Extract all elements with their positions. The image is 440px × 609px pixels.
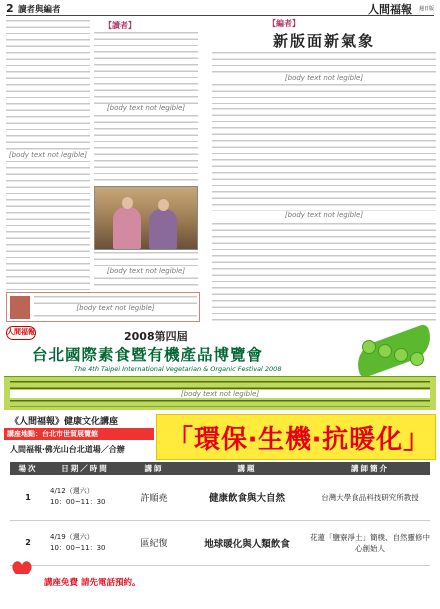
lecture-topic: 地球暖化與人類飲食 [184,520,310,565]
lecture-venue: 講座地點：台北市世貿展覽館 [4,428,154,440]
masthead-tag: 週日版 [418,6,434,12]
ad-info-band [4,376,436,410]
photo-person-head [122,197,133,209]
ad-subtitle: The 4th Taipei International Vegetarian & Organic Festival 2008 [74,365,282,373]
lecture-topic: 健康飲食與大自然 [184,475,310,520]
illegible-text-notice: [body text not legible] [34,304,197,312]
illegible-text-notice: [body text not legible] [6,151,90,159]
session-time: 10：00~11：30 [50,498,106,507]
illegible-text-notice: [body text not legible] [10,390,430,398]
header-speaker: 講師 [124,462,184,475]
slogan-text: 「環保‧生機‧抗暖化」 [167,425,431,455]
book-icon [10,296,30,319]
co-organizer: 人間福報‧佛光山台北道場／合辦 [10,445,125,454]
expo-advertisement [4,326,436,606]
photo-person [113,207,141,249]
lecture-info [4,414,154,460]
session-date: 4/12（週六） [50,487,94,496]
ad-info-text [10,381,430,407]
table-row [10,475,430,520]
illegible-text-notice: [body text not legible] [212,74,436,82]
editor-headline: 新版面新氣象 [272,32,375,50]
lecture-schedule-table [10,462,430,566]
lecture-title: 《人間福報》健康文化講座 [10,417,119,427]
editor-intro [212,52,436,104]
page-number: 2 [6,2,14,15]
session-datetime [46,520,124,565]
session-datetime [46,475,124,520]
photo-person [149,209,177,249]
header-session: 場次 [10,462,46,475]
readers-body-left [6,20,90,290]
readers-body-lower [94,252,198,290]
session-date: 4/19（週六） [50,532,94,541]
ad-year-title: 2008第四屆 [124,330,188,343]
photo-person-head [158,199,169,211]
speaker-name: 許順堯 [124,475,184,520]
pea-icon [362,340,376,354]
header-datetime: 日期／時間 [46,462,124,475]
pea-icon [394,348,408,362]
footer-text: 講座免費 請先電話預約。 [44,578,141,588]
speaker-bio: 花蓮「鹽寮淨土」簡樸、自然靈修中心創始人 [310,520,430,565]
readers-tag: 【讀者】 [104,21,136,30]
editor-tag: 【編者】 [268,19,300,28]
section-title: 讀者與編者 [18,5,61,15]
slogan-banner [156,414,436,460]
masthead-logo: 人間福報 [368,3,412,16]
ad-logo: 人間福報 [6,326,36,340]
table-header-row [10,462,430,475]
readers-body-right [94,32,198,184]
session-number: 1 [10,475,46,520]
readers-photo [94,186,198,250]
notice-text [34,296,197,320]
pea-icon [378,344,392,358]
editor-body [212,108,436,322]
header-bio: 講師簡介 [310,462,430,475]
page-header [6,2,434,16]
illegible-text-notice: [body text not legible] [94,267,198,275]
ad-title: 台北國際素食暨有機產品博覽會 [32,346,264,364]
speaker-bio: 台灣大學食品科技研究所教授 [310,475,430,520]
header-topic: 講題 [184,462,310,475]
session-time: 10：00~11：30 [50,543,106,552]
illegible-text-notice: [body text not legible] [94,104,198,112]
session-number: 2 [10,520,46,565]
pea-icon [410,352,424,366]
illegible-text-notice: [body text not legible] [212,211,436,219]
speaker-name: 區紀復 [124,520,184,565]
notice-box [6,292,200,322]
ad-footer [4,574,436,590]
table-row [10,520,430,565]
